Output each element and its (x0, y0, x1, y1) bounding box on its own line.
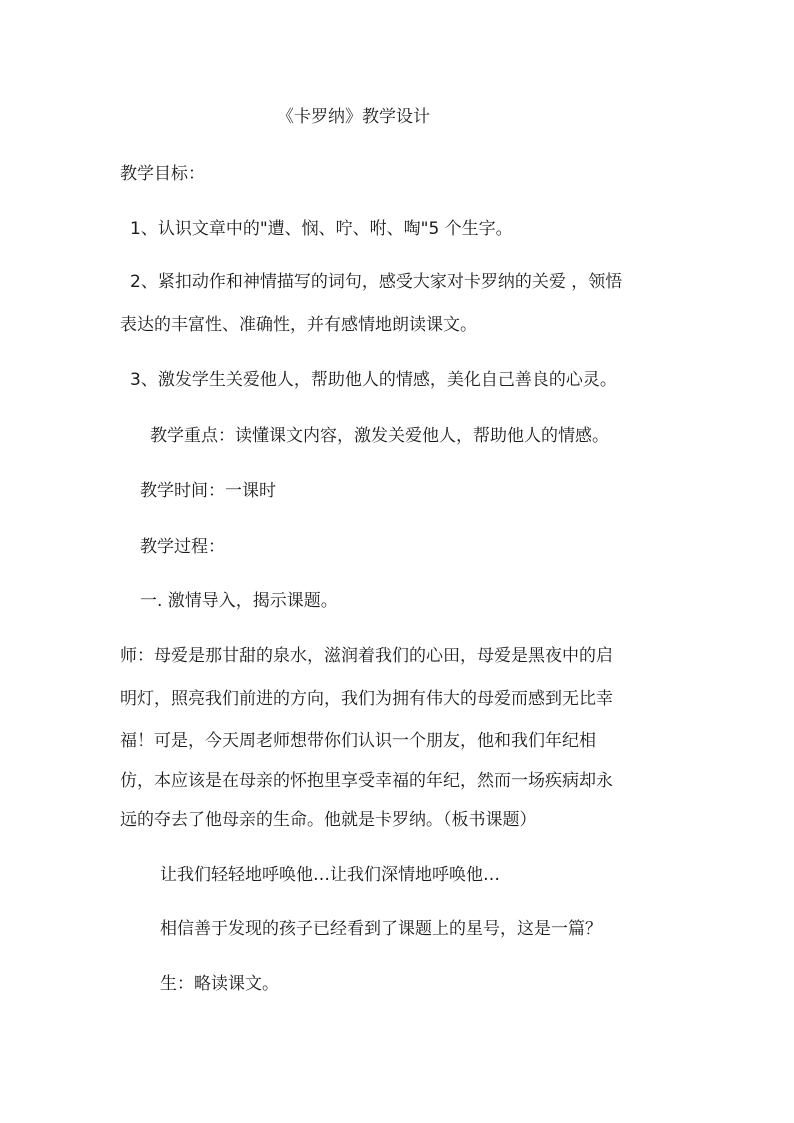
objective-2-line-1: 2、紧扣动作和神情描写的词句，感受大家对卡罗纳的关爱 ，领悟 (130, 272, 623, 292)
teacher-para-line: 明灯，照亮我们前进的方向，我们为拥有伟大的母爱而感到无比幸 (120, 689, 613, 709)
teacher-para-line: 师：母爱是那甘甜的泉水，滋润着我们的心田，母爱是黑夜中的启 (120, 646, 613, 666)
document-title: 《卡罗纳》教学设计 (277, 107, 430, 127)
objective-1: 1、认识文章中的"遭、悯、咛、咐、啕"5 个生字。 (130, 219, 513, 239)
teacher-para-line: 仿，本应该是在母亲的怀抱里享受幸福的年纪，然而一场疾病却永 (120, 771, 613, 791)
objectives-heading: 教学目标： (120, 164, 205, 184)
objective-3: 3、激发学生关爱他人，帮助他人的情感，美化自己善良的心灵。 (130, 370, 617, 390)
teacher-para-line: 福！可是，今天周老师想带你们认识一个朋友，他和我们年纪相 (120, 731, 596, 751)
call-line: 让我们轻轻地呼唤他…让我们深情地呼唤他… (160, 865, 500, 885)
teacher-para-line: 远的夺去了他母亲的生命。他就是卡罗纳。（板书课题） (120, 810, 537, 830)
student-line: 生：略读课文。 (160, 974, 279, 994)
process-heading: 教学过程： (140, 537, 225, 557)
step-1-heading: 一. 激情导入，揭示课题。 (140, 591, 338, 611)
question-line: 相信善于发现的孩子已经看到了课题上的星号，这是一篇？ (160, 919, 602, 939)
teaching-time: 教学时间：一课时 (140, 481, 276, 501)
objective-2-line-2: 表达的丰富性、准确性，并有感情地朗读课文。 (120, 315, 477, 335)
key-point: 教学重点：读懂课文内容，激发关爱他人，帮助他人的情感。 (150, 426, 609, 446)
